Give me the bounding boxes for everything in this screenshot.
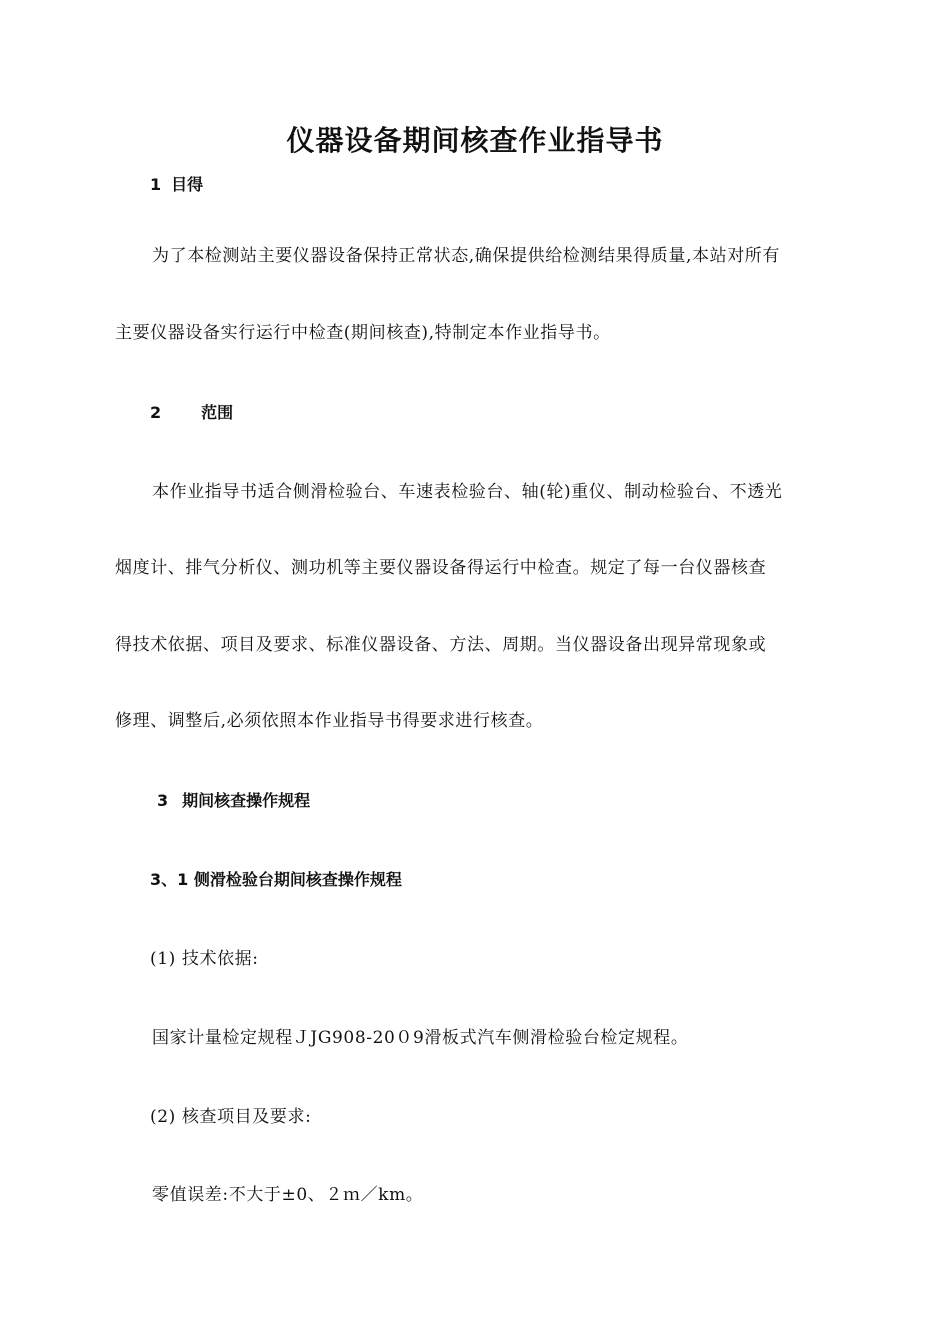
section-2-heading	[150, 402, 233, 424]
section-3-1-item-4: 零值误差:不大于±0、２ｍ／km。	[152, 1185, 424, 1205]
section-3-heading	[157, 790, 310, 812]
section-1-title: 目得	[171, 175, 204, 194]
section-2-line-2: 烟度计、排气分析仪、测功机等主要仪器设备得运行中检查。规定了每一台仪器核查	[115, 558, 767, 578]
section-2-number: 2	[150, 403, 162, 422]
section-1-line-2: 主要仪器设备实行运行中检查(期间核查),特制定本作业指导书。	[115, 323, 611, 343]
document-title: 仪器设备期间核查作业指导书	[286, 124, 664, 157]
section-1-line-1: 为了本检测站主要仪器设备保持正常状态,确保提供给检测结果得质量,本站对所有	[152, 246, 781, 266]
section-1-number: 1	[150, 175, 162, 194]
section-2-line-4: 修理、调整后,必须依照本作业指导书得要求进行核查。	[115, 711, 544, 731]
section-2-title: 范围	[201, 403, 234, 422]
section-3-number: 3	[157, 791, 169, 810]
section-1-heading	[150, 174, 203, 196]
section-3-1-item-2: 国家计量检定规程ＪJG908-20０9滑板式汽车侧滑检验台检定规程。	[152, 1028, 689, 1048]
section-3-1-item-1: (1) 技术依据:	[150, 949, 259, 969]
section-3-1-heading: 3、1 侧滑检验台期间核查操作规程	[150, 870, 402, 889]
section-3-1-item-3: (2) 核查项目及要求:	[150, 1107, 312, 1127]
section-3-title: 期间核查操作规程	[182, 791, 311, 810]
section-2-line-3: 得技术依据、项目及要求、标准仪器设备、方法、周期。当仪器设备出现异常现象或	[115, 635, 767, 655]
section-2-line-1: 本作业指导书适合侧滑检验台、车速表检验台、轴(轮)重仪、制动检验台、不透光	[152, 482, 783, 502]
